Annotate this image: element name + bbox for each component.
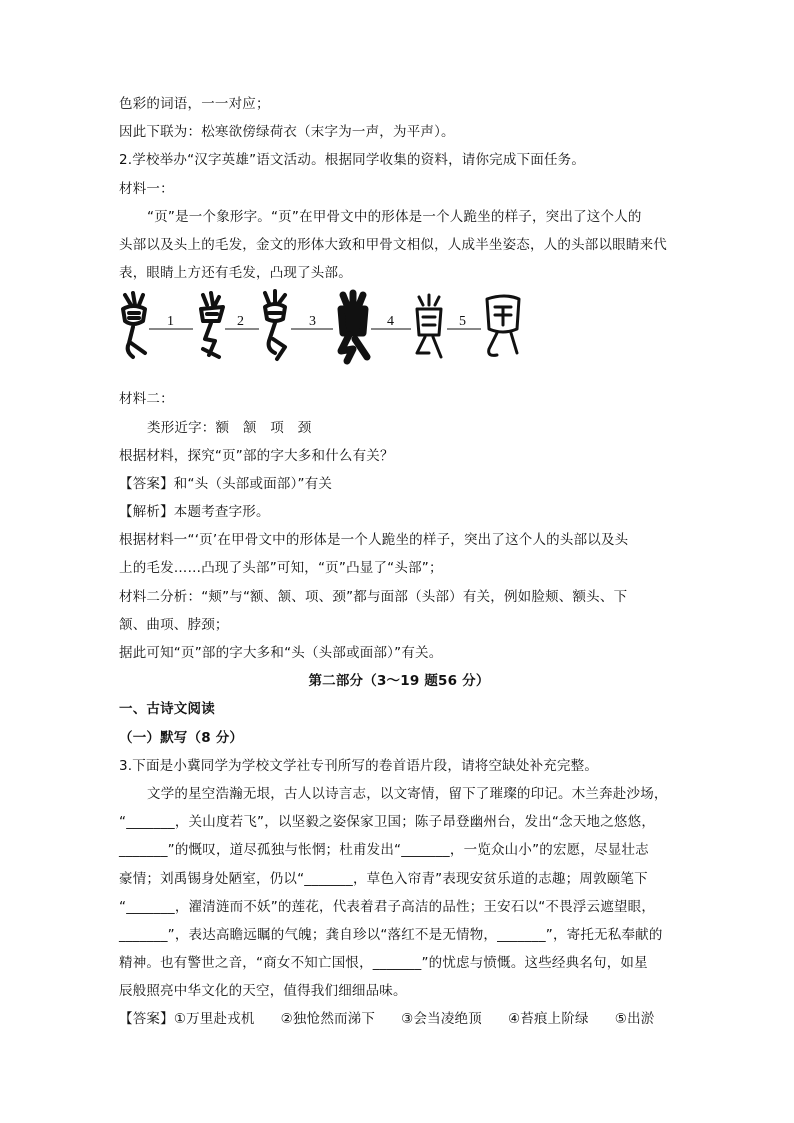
- document-page: [119, 90, 679, 1034]
- glyph-number: 5: [459, 314, 466, 330]
- oracle-glyph-3: [265, 291, 285, 359]
- answer-item: ③会当凌绝顶: [401, 1011, 482, 1028]
- text-line: 色彩的词语，一一对应；: [119, 96, 270, 112]
- passage-text: _______”，表达高瞻远瞩的气魄；龚自珍以“落红不是无情物，_______”，寄托无私奉献的: [119, 926, 663, 943]
- passage-text: 精神。也有警世之音，“商女不知亡国恨，_______”的忧虑与愤慨。这些经典名句，如星: [119, 955, 648, 972]
- answer-label: 【答案】: [119, 1011, 174, 1028]
- seal-glyph-6: [487, 296, 519, 355]
- passage-text: 豪情；刘禹锡身处陋室，仍以“_______，草色入帘青”表现安贫乐道的志趣；周敦颐笔下: [119, 870, 648, 887]
- passage-text: 文学的星空浩瀚无垠，古人以诗言志，以文寄情，留下了璀璨的印记。木兰奔赴沙场，: [147, 785, 668, 802]
- material-1-text: 表，眼睛上方还有毛发，凸现了头部。: [119, 265, 352, 282]
- oracle-glyph-1: [123, 293, 145, 357]
- question-text: 根据材料，探究“页”部的字大多和什么有关？: [119, 447, 394, 464]
- glyph-number: 2: [237, 314, 244, 330]
- passage-text: “_______，濯清涟而不妖”的莲花，代表着君子高洁的品性；王安石以“不畏浮云遮望眼，: [119, 898, 656, 915]
- glyph-evolution-figure: [119, 287, 679, 385]
- answer-item: ⑤出淤: [614, 1011, 655, 1028]
- analysis-text: 根据材料一“‘页’在甲骨文中的形体是一个人跪坐的样子，突出了这个人的头部以及头: [119, 532, 629, 549]
- glyph-number: 1: [167, 314, 174, 330]
- bronze-glyph-4: [341, 293, 367, 361]
- glyph-number: 4: [387, 314, 394, 330]
- glyph-number: 3: [309, 314, 316, 330]
- answer-item: ④苔痕上阶绿: [507, 1011, 589, 1028]
- section-title: 第二部分（3～19 题56 分）: [308, 673, 490, 690]
- material-1-text: 头部以及头上的毛发，金文的形体大致和甲骨文相似，人成半坐姿态，人的头部以眼睛来代: [119, 236, 667, 253]
- passage-text: “_______，关山度若飞”，以坚毅之姿保家卫国；陈子昂登幽州台，发出“念天地之悠悠，: [119, 814, 656, 831]
- analysis-text: 颔、曲项、脖颈；: [119, 616, 229, 633]
- material-2-heading: 材料二：: [119, 391, 174, 408]
- question-3-stem: 3.下面是小冀同学为学校文学社专刊所写的卷首语片段，请将空缺处补充完整。: [119, 757, 599, 774]
- glyph-evolution-svg: [119, 287, 539, 385]
- question-2-stem: 2.学校举办“汉字英雄”语文活动。根据同学收集的资料，请你完成下面任务。: [119, 152, 586, 169]
- passage-text: _______”的慨叹，道尽孤独与怅惘；杜甫发出“_______，一览众山小”的宏愿，尽显壮志: [119, 842, 649, 859]
- material-1-heading: 材料一：: [119, 180, 174, 197]
- text-line: 因此下联为：松寒欲傍绿荷衣（末字为一声，为平声）。: [119, 124, 455, 141]
- answer-line: 【答案】和“头（头部或面部）”有关: [119, 475, 333, 492]
- analysis-text: 材料二分析：“颊”与“额、颔、项、颈”都与面部（头部）有关，例如脸颊、额头、下: [119, 588, 628, 605]
- section-heading: 一、古诗文阅读: [119, 701, 215, 718]
- analysis-text: 上的毛发……凸现了头部”可知，“页”凸显了“头部”；: [119, 560, 443, 577]
- oracle-glyph-2: [201, 293, 223, 357]
- seal-glyph-5: [417, 295, 441, 357]
- material-1-text: “页”是一个象形字。“页”在甲骨文中的形体是一个人跪坐的样子，突出了这个人的: [147, 208, 642, 225]
- answer-row: [119, 1005, 679, 1033]
- subsection-heading: （一）默写（8 分）: [119, 729, 244, 746]
- analysis-line: 【解析】本题考查字形。: [119, 504, 270, 521]
- answer-item: ②独怆然而涕下: [280, 1011, 376, 1028]
- answer-item: ①万里赴戎机: [173, 1011, 255, 1028]
- analysis-text: 据此可知“页”部的字大多和“头（头部或面部）”有关。: [119, 645, 443, 661]
- passage-text: 辰般照亮中华文化的天空，值得我们细细品味。: [119, 983, 407, 1000]
- material-2-text: 类形近字：额 颔 项 颈: [147, 419, 312, 436]
